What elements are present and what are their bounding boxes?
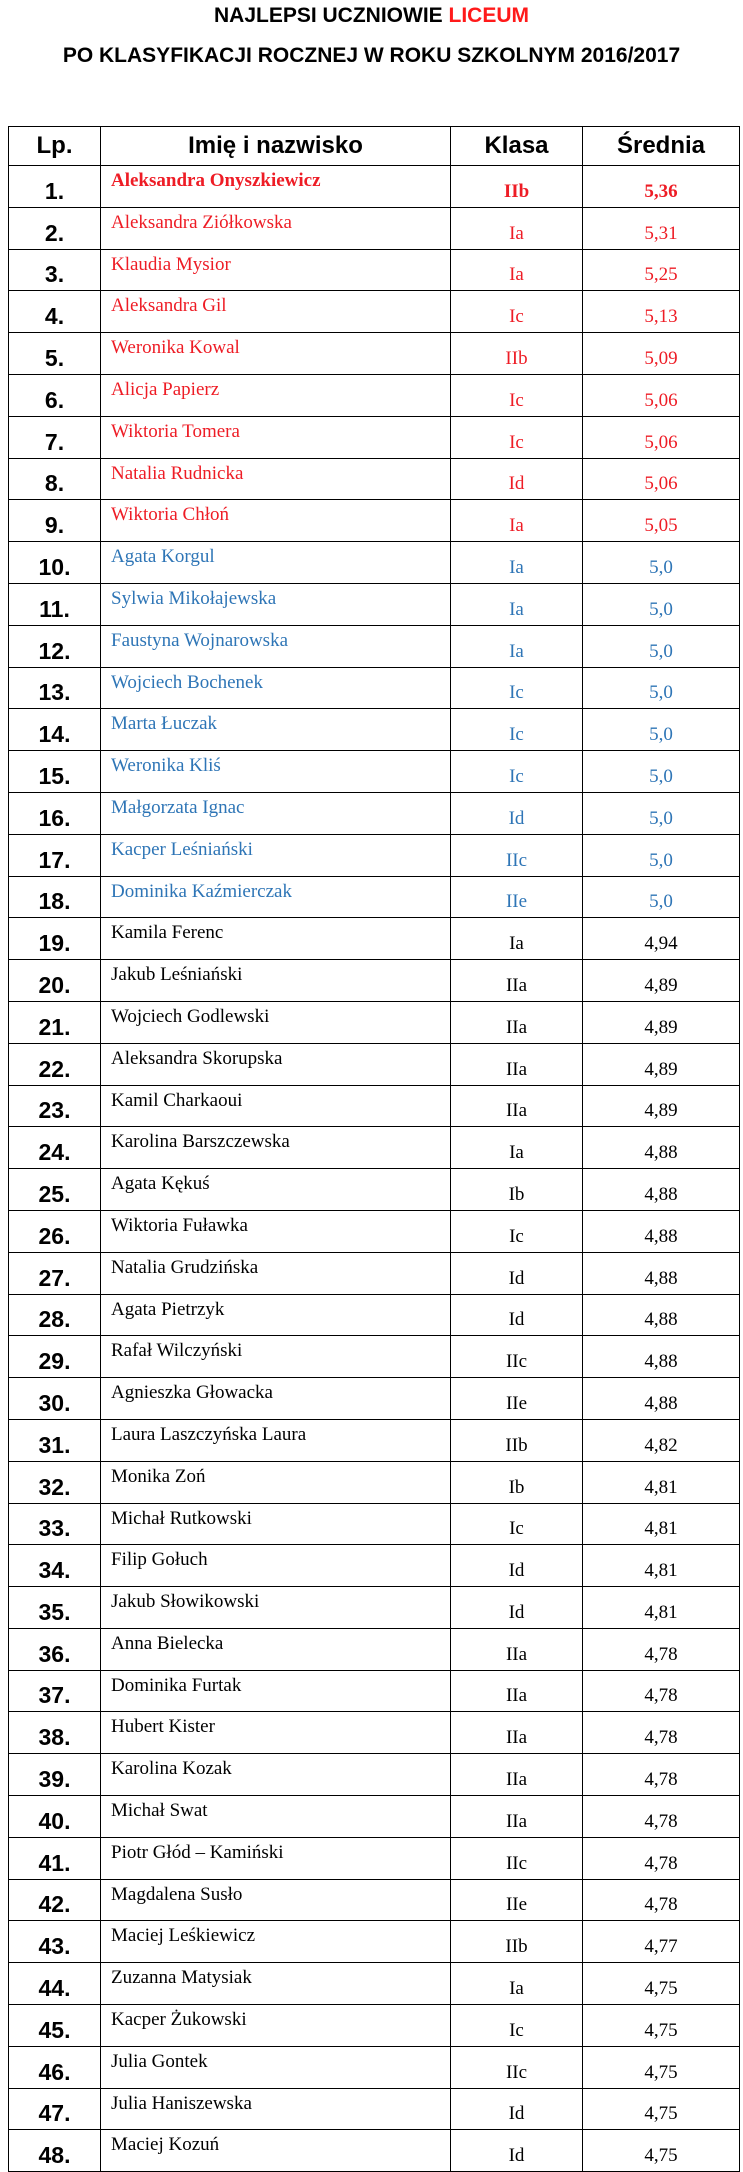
cell-name: Weronika Kliś xyxy=(101,751,451,793)
document-title xyxy=(0,4,743,34)
cell-lp: 24. xyxy=(9,1127,101,1169)
cell-lp: 44. xyxy=(9,1963,101,2005)
table-row xyxy=(9,876,740,918)
cell-lp: 41. xyxy=(9,1837,101,1879)
cell-class: IIc xyxy=(451,1336,583,1378)
cell-average: 4,78 xyxy=(583,1837,740,1879)
cell-average: 4,88 xyxy=(583,1210,740,1252)
cell-average: 5,05 xyxy=(583,500,740,542)
cell-class: Ia xyxy=(451,625,583,667)
table-row xyxy=(9,1043,740,1085)
cell-lp: 34. xyxy=(9,1545,101,1587)
cell-lp: 4. xyxy=(9,291,101,333)
cell-name: Wiktoria Chłoń xyxy=(101,500,451,542)
cell-class: Id xyxy=(451,1294,583,1336)
cell-lp: 25. xyxy=(9,1169,101,1211)
cell-name: Julia Gontek xyxy=(101,2046,451,2088)
cell-class: IIe xyxy=(451,876,583,918)
cell-average: 4,78 xyxy=(583,1628,740,1670)
cell-name: Maciej Leśkiewicz xyxy=(101,1921,451,1963)
cell-name: Małgorzata Ignac xyxy=(101,792,451,834)
cell-average: 4,78 xyxy=(583,1712,740,1754)
cell-average: 4,81 xyxy=(583,1545,740,1587)
cell-lp: 45. xyxy=(9,2005,101,2047)
cell-class: Ia xyxy=(451,207,583,249)
cell-name: Sylwia Mikołajewska xyxy=(101,583,451,625)
cell-lp: 8. xyxy=(9,458,101,500)
table-row xyxy=(9,1419,740,1461)
cell-average: 4,89 xyxy=(583,1043,740,1085)
cell-lp: 12. xyxy=(9,625,101,667)
cell-average: 4,81 xyxy=(583,1503,740,1545)
cell-average: 4,89 xyxy=(583,960,740,1002)
cell-class: IIe xyxy=(451,1378,583,1420)
table-row xyxy=(9,333,740,375)
cell-class: IIa xyxy=(451,1628,583,1670)
cell-lp: 30. xyxy=(9,1378,101,1420)
cell-average: 4,75 xyxy=(583,2130,740,2172)
cell-name: Klaudia Mysior xyxy=(101,249,451,291)
table-row xyxy=(9,1461,740,1503)
cell-name: Filip Gołuch xyxy=(101,1545,451,1587)
cell-name: Julia Haniszewska xyxy=(101,2088,451,2130)
cell-class: Ia xyxy=(451,500,583,542)
cell-class: IIb xyxy=(451,1921,583,1963)
table-row xyxy=(9,291,740,333)
cell-class: Ia xyxy=(451,249,583,291)
table-row xyxy=(9,1963,740,2005)
cell-average: 4,94 xyxy=(583,918,740,960)
cell-class: IIa xyxy=(451,1754,583,1796)
cell-name: Dominika Kaźmierczak xyxy=(101,876,451,918)
cell-class: IIc xyxy=(451,2046,583,2088)
cell-name: Natalia Grudzińska xyxy=(101,1252,451,1294)
cell-name: Jakub Leśniański xyxy=(101,960,451,1002)
table-header-row xyxy=(9,127,740,166)
cell-average: 4,89 xyxy=(583,1001,740,1043)
table-row xyxy=(9,792,740,834)
cell-lp: 27. xyxy=(9,1252,101,1294)
cell-lp: 40. xyxy=(9,1796,101,1838)
cell-average: 4,78 xyxy=(583,1796,740,1838)
cell-name: Dominika Furtak xyxy=(101,1670,451,1712)
cell-name: Faustyna Wojnarowska xyxy=(101,625,451,667)
cell-class: Id xyxy=(451,2088,583,2130)
table-row xyxy=(9,500,740,542)
cell-average: 5,0 xyxy=(583,667,740,709)
ranking-table xyxy=(8,126,740,2172)
cell-class: Ic xyxy=(451,2005,583,2047)
cell-lp: 46. xyxy=(9,2046,101,2088)
table-row xyxy=(9,918,740,960)
cell-lp: 17. xyxy=(9,834,101,876)
cell-name: Kamila Ferenc xyxy=(101,918,451,960)
cell-average: 4,81 xyxy=(583,1587,740,1629)
cell-name: Wojciech Godlewski xyxy=(101,1001,451,1043)
cell-name: Zuzanna Matysiak xyxy=(101,1963,451,2005)
cell-average: 5,0 xyxy=(583,751,740,793)
cell-name: Natalia Rudnicka xyxy=(101,458,451,500)
cell-lp: 31. xyxy=(9,1419,101,1461)
header-lp: Lp. xyxy=(9,127,101,166)
ranking-table-container xyxy=(8,126,739,2169)
cell-class: IIa xyxy=(451,1796,583,1838)
table-row xyxy=(9,667,740,709)
table-row xyxy=(9,1921,740,1963)
cell-lp: 5. xyxy=(9,333,101,375)
cell-name: Agata Pietrzyk xyxy=(101,1294,451,1336)
cell-average: 5,0 xyxy=(583,709,740,751)
cell-average: 4,75 xyxy=(583,1963,740,2005)
cell-lp: 37. xyxy=(9,1670,101,1712)
cell-name: Wojciech Bochenek xyxy=(101,667,451,709)
cell-average: 5,25 xyxy=(583,249,740,291)
table-row xyxy=(9,1169,740,1211)
cell-average: 5,31 xyxy=(583,207,740,249)
table-row xyxy=(9,1628,740,1670)
cell-class: IIa xyxy=(451,1043,583,1085)
cell-class: IIb xyxy=(451,333,583,375)
cell-lp: 14. xyxy=(9,709,101,751)
cell-class: Ia xyxy=(451,1127,583,1169)
title-accent: LICEUM xyxy=(448,4,530,27)
cell-name: Aleksandra Gil xyxy=(101,291,451,333)
cell-name: Laura Laszczyńska Laura xyxy=(101,1419,451,1461)
cell-name: Jakub Słowikowski xyxy=(101,1587,451,1629)
cell-name: Agata Kękuś xyxy=(101,1169,451,1211)
cell-lp: 43. xyxy=(9,1921,101,1963)
cell-lp: 15. xyxy=(9,751,101,793)
cell-class: Ic xyxy=(451,291,583,333)
cell-average: 4,78 xyxy=(583,1754,740,1796)
cell-class: IIa xyxy=(451,1001,583,1043)
header-name: Imię i nazwisko xyxy=(101,127,451,166)
cell-lp: 20. xyxy=(9,960,101,1002)
cell-average: 4,88 xyxy=(583,1294,740,1336)
cell-lp: 19. xyxy=(9,918,101,960)
table-row xyxy=(9,1378,740,1420)
cell-lp: 23. xyxy=(9,1085,101,1127)
cell-average: 5,0 xyxy=(583,792,740,834)
table-row xyxy=(9,1001,740,1043)
cell-lp: 32. xyxy=(9,1461,101,1503)
table-row xyxy=(9,1879,740,1921)
cell-class: Id xyxy=(451,1545,583,1587)
cell-lp: 18. xyxy=(9,876,101,918)
cell-lp: 48. xyxy=(9,2130,101,2172)
cell-average: 5,0 xyxy=(583,625,740,667)
cell-lp: 33. xyxy=(9,1503,101,1545)
cell-average: 4,82 xyxy=(583,1419,740,1461)
cell-name: Weronika Kowal xyxy=(101,333,451,375)
cell-name: Monika Zoń xyxy=(101,1461,451,1503)
cell-name: Agnieszka Głowacka xyxy=(101,1378,451,1420)
table-row xyxy=(9,1336,740,1378)
cell-average: 5,36 xyxy=(583,166,740,208)
table-row xyxy=(9,1085,740,1127)
cell-name: Wiktoria Tomera xyxy=(101,416,451,458)
cell-lp: 21. xyxy=(9,1001,101,1043)
cell-class: Ic xyxy=(451,416,583,458)
cell-class: Ic xyxy=(451,667,583,709)
cell-average: 4,75 xyxy=(583,2005,740,2047)
cell-class: IIe xyxy=(451,1879,583,1921)
cell-lp: 1. xyxy=(9,166,101,208)
table-row xyxy=(9,416,740,458)
cell-class: Ia xyxy=(451,1963,583,2005)
cell-class: IIb xyxy=(451,166,583,208)
cell-lp: 47. xyxy=(9,2088,101,2130)
table-row xyxy=(9,1587,740,1629)
cell-class: Ia xyxy=(451,542,583,584)
table-row xyxy=(9,709,740,751)
cell-class: Ib xyxy=(451,1169,583,1211)
cell-name: Rafał Wilczyński xyxy=(101,1336,451,1378)
cell-class: Ic xyxy=(451,709,583,751)
table-row xyxy=(9,751,740,793)
cell-class: Ic xyxy=(451,751,583,793)
cell-name: Michał Swat xyxy=(101,1796,451,1838)
table-row xyxy=(9,1210,740,1252)
cell-name: Piotr Głód – Kamiński xyxy=(101,1837,451,1879)
cell-class: IIc xyxy=(451,834,583,876)
cell-class: Ic xyxy=(451,1503,583,1545)
cell-class: Id xyxy=(451,1252,583,1294)
cell-name: Karolina Barszczewska xyxy=(101,1127,451,1169)
cell-name: Aleksandra Ziółkowska xyxy=(101,207,451,249)
cell-average: 5,0 xyxy=(583,583,740,625)
cell-lp: 36. xyxy=(9,1628,101,1670)
cell-average: 4,88 xyxy=(583,1336,740,1378)
cell-name: Michał Rutkowski xyxy=(101,1503,451,1545)
table-row xyxy=(9,166,740,208)
cell-average: 5,0 xyxy=(583,876,740,918)
cell-average: 4,77 xyxy=(583,1921,740,1963)
cell-name: Aleksandra Skorupska xyxy=(101,1043,451,1085)
cell-average: 4,75 xyxy=(583,2088,740,2130)
cell-name: Wiktoria Fuławka xyxy=(101,1210,451,1252)
table-row xyxy=(9,1796,740,1838)
table-body xyxy=(9,166,740,2172)
cell-average: 4,75 xyxy=(583,2046,740,2088)
cell-average: 5,06 xyxy=(583,374,740,416)
cell-name: Aleksandra Onyszkiewicz xyxy=(101,166,451,208)
cell-average: 5,09 xyxy=(583,333,740,375)
cell-class: Ic xyxy=(451,1210,583,1252)
cell-average: 4,88 xyxy=(583,1252,740,1294)
cell-class: Ia xyxy=(451,918,583,960)
table-row xyxy=(9,1545,740,1587)
cell-average: 4,89 xyxy=(583,1085,740,1127)
cell-lp: 3. xyxy=(9,249,101,291)
cell-lp: 26. xyxy=(9,1210,101,1252)
cell-average: 4,88 xyxy=(583,1169,740,1211)
table-row xyxy=(9,458,740,500)
cell-class: IIa xyxy=(451,1085,583,1127)
cell-class: Ib xyxy=(451,1461,583,1503)
cell-average: 5,06 xyxy=(583,458,740,500)
cell-class: Ia xyxy=(451,583,583,625)
cell-lp: 42. xyxy=(9,1879,101,1921)
table-row xyxy=(9,374,740,416)
cell-lp: 2. xyxy=(9,207,101,249)
cell-average: 5,13 xyxy=(583,291,740,333)
cell-class: Id xyxy=(451,792,583,834)
table-row xyxy=(9,1127,740,1169)
table-row xyxy=(9,2130,740,2172)
cell-lp: 9. xyxy=(9,500,101,542)
cell-name: Karolina Kozak xyxy=(101,1754,451,1796)
table-row xyxy=(9,960,740,1002)
table-row xyxy=(9,583,740,625)
table-row xyxy=(9,249,740,291)
cell-lp: 28. xyxy=(9,1294,101,1336)
cell-lp: 39. xyxy=(9,1754,101,1796)
cell-class: Id xyxy=(451,458,583,500)
table-row xyxy=(9,1503,740,1545)
table-row xyxy=(9,2046,740,2088)
cell-average: 4,78 xyxy=(583,1670,740,1712)
cell-class: Id xyxy=(451,2130,583,2172)
cell-lp: 16. xyxy=(9,792,101,834)
cell-lp: 22. xyxy=(9,1043,101,1085)
cell-average: 4,88 xyxy=(583,1127,740,1169)
cell-class: Id xyxy=(451,1587,583,1629)
cell-average: 5,0 xyxy=(583,834,740,876)
cell-average: 4,88 xyxy=(583,1378,740,1420)
cell-average: 4,78 xyxy=(583,1879,740,1921)
header-class: Klasa xyxy=(451,127,583,166)
cell-class: IIa xyxy=(451,1670,583,1712)
header-average: Średnia xyxy=(583,127,740,166)
title-prefix: NAJLEPSI UCZNIOWIE xyxy=(213,4,443,27)
cell-name: Anna Bielecka xyxy=(101,1628,451,1670)
cell-lp: 13. xyxy=(9,667,101,709)
cell-name: Agata Korgul xyxy=(101,542,451,584)
cell-lp: 6. xyxy=(9,374,101,416)
cell-name: Magdalena Susło xyxy=(101,1879,451,1921)
cell-class: IIc xyxy=(451,1837,583,1879)
table-row xyxy=(9,1670,740,1712)
cell-class: IIb xyxy=(451,1419,583,1461)
cell-average: 5,06 xyxy=(583,416,740,458)
table-row xyxy=(9,1754,740,1796)
table-row xyxy=(9,1837,740,1879)
cell-name: Kamil Charkaoui xyxy=(101,1085,451,1127)
cell-class: IIa xyxy=(451,1712,583,1754)
table-row xyxy=(9,1712,740,1754)
cell-lp: 38. xyxy=(9,1712,101,1754)
table-row xyxy=(9,625,740,667)
cell-name: Marta Łuczak xyxy=(101,709,451,751)
cell-lp: 10. xyxy=(9,542,101,584)
table-row xyxy=(9,834,740,876)
cell-name: Maciej Kozuń xyxy=(101,2130,451,2172)
cell-name: Kacper Żukowski xyxy=(101,2005,451,2047)
cell-lp: 35. xyxy=(9,1587,101,1629)
cell-average: 5,0 xyxy=(583,542,740,584)
cell-lp: 7. xyxy=(9,416,101,458)
cell-name: Kacper Leśniański xyxy=(101,834,451,876)
table-row xyxy=(9,542,740,584)
cell-class: IIa xyxy=(451,960,583,1002)
cell-average: 4,81 xyxy=(583,1461,740,1503)
cell-class: Ic xyxy=(451,374,583,416)
cell-lp: 11. xyxy=(9,583,101,625)
table-row xyxy=(9,2005,740,2047)
document-subtitle: PO KLASYFIKACJI ROCZNEJ W ROKU SZKOLNYM 2016/2017 xyxy=(62,44,681,67)
table-row xyxy=(9,1294,740,1336)
table-row xyxy=(9,1252,740,1294)
table-row xyxy=(9,2088,740,2130)
cell-name: Alicja Papierz xyxy=(101,374,451,416)
table-row xyxy=(9,207,740,249)
cell-lp: 29. xyxy=(9,1336,101,1378)
cell-name: Hubert Kister xyxy=(101,1712,451,1754)
